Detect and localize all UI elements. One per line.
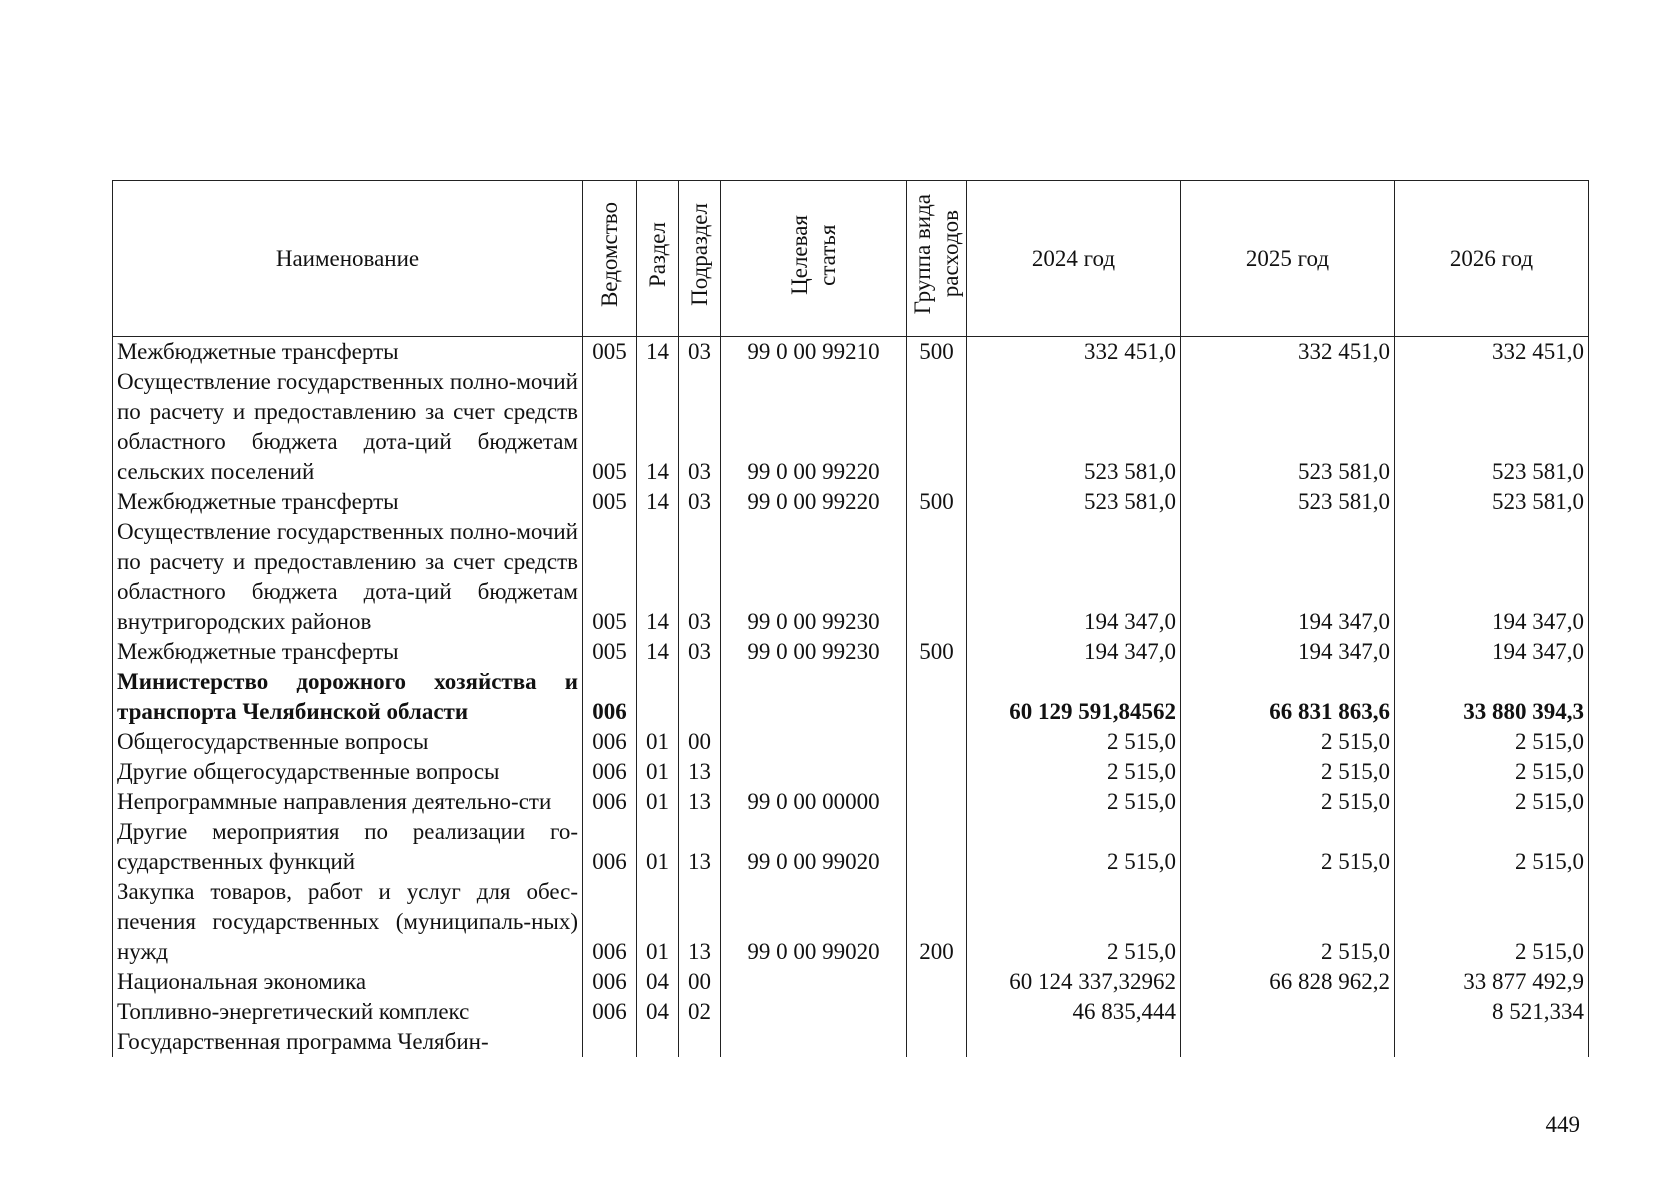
cell-vedomstvo: 005 bbox=[583, 487, 637, 517]
header-2024: 2024 год bbox=[967, 181, 1181, 337]
cell-podrazdel bbox=[679, 667, 721, 727]
cell-name: Другие мероприятия по реализации го-сударственных функций bbox=[113, 817, 583, 877]
cell-razdel: 04 bbox=[637, 967, 679, 997]
cell-gruppa-vida-rashodov bbox=[907, 997, 967, 1027]
cell-2026 bbox=[1395, 1027, 1589, 1057]
cell-gruppa-vida-rashodov: 200 bbox=[907, 877, 967, 967]
cell-2024: 194 347,0 bbox=[967, 637, 1181, 667]
cell-2024: 523 581,0 bbox=[967, 367, 1181, 487]
cell-podrazdel: 13 bbox=[679, 817, 721, 877]
cell-vedomstvo: 006 bbox=[583, 757, 637, 787]
cell-podrazdel: 00 bbox=[679, 967, 721, 997]
cell-razdel: 01 bbox=[637, 757, 679, 787]
table-row bbox=[113, 787, 1589, 817]
cell-name: Закупка товаров, работ и услуг для обес-печения государственных (муниципаль-ных) нужд bbox=[113, 877, 583, 967]
table-row bbox=[113, 727, 1589, 757]
cell-2024: 46 835,444 bbox=[967, 997, 1181, 1027]
page-number: 449 bbox=[1545, 1112, 1580, 1137]
cell-2025: 2 515,0 bbox=[1181, 787, 1395, 817]
cell-razdel: 01 bbox=[637, 787, 679, 817]
table-row bbox=[113, 367, 1589, 487]
cell-2025: 332 451,0 bbox=[1181, 337, 1395, 368]
cell-celevaya-statya bbox=[721, 997, 907, 1027]
table-row bbox=[113, 817, 1589, 877]
header-gruppa-vida-rashodov: Группа вида расходов bbox=[907, 181, 967, 337]
header-vedomstvo: Ведомство bbox=[583, 181, 637, 337]
cell-2025: 66 831 863,6 bbox=[1181, 667, 1395, 727]
cell-vedomstvo: 005 bbox=[583, 637, 637, 667]
cell-celevaya-statya bbox=[721, 727, 907, 757]
cell-razdel: 01 bbox=[637, 877, 679, 967]
table-row bbox=[113, 637, 1589, 667]
cell-2025 bbox=[1181, 1027, 1395, 1057]
cell-name: Национальная экономика bbox=[113, 967, 583, 997]
cell-2024: 60 129 591,84562 bbox=[967, 667, 1181, 727]
cell-2026: 8 521,334 bbox=[1395, 997, 1589, 1027]
cell-name: Осуществление государственных полно-мочий по расчету и предоставлению за счет средств областного бюджета дота-ций бюджетам внутригородских районов bbox=[113, 517, 583, 637]
table-row bbox=[113, 877, 1589, 967]
cell-razdel bbox=[637, 667, 679, 727]
table-row bbox=[113, 517, 1589, 637]
table-row bbox=[113, 487, 1589, 517]
cell-gruppa-vida-rashodov bbox=[907, 967, 967, 997]
cell-2026: 523 581,0 bbox=[1395, 367, 1589, 487]
cell-razdel: 14 bbox=[637, 487, 679, 517]
cell-razdel: 14 bbox=[637, 637, 679, 667]
cell-gruppa-vida-rashodov bbox=[907, 757, 967, 787]
cell-2024: 332 451,0 bbox=[967, 337, 1181, 368]
cell-name: Межбюджетные трансферты bbox=[113, 637, 583, 667]
cell-gruppa-vida-rashodov bbox=[907, 667, 967, 727]
cell-gruppa-vida-rashodov bbox=[907, 517, 967, 637]
cell-gruppa-vida-rashodov bbox=[907, 787, 967, 817]
cell-celevaya-statya bbox=[721, 667, 907, 727]
table-row bbox=[113, 667, 1589, 727]
cell-2026: 33 877 492,9 bbox=[1395, 967, 1589, 997]
cell-2026: 2 515,0 bbox=[1395, 877, 1589, 967]
cell-celevaya-statya: 99 0 00 99020 bbox=[721, 817, 907, 877]
cell-celevaya-statya bbox=[721, 757, 907, 787]
cell-celevaya-statya: 99 0 00 99230 bbox=[721, 517, 907, 637]
header-name: Наименование bbox=[113, 181, 583, 337]
cell-2025: 194 347,0 bbox=[1181, 517, 1395, 637]
cell-celevaya-statya: 99 0 00 99210 bbox=[721, 337, 907, 368]
cell-2025 bbox=[1181, 997, 1395, 1027]
header-razdel: Раздел bbox=[637, 181, 679, 337]
cell-2024: 60 124 337,32962 bbox=[967, 967, 1181, 997]
cell-celevaya-statya: 99 0 00 99020 bbox=[721, 877, 907, 967]
header-celevaya-statya: Целевая статья bbox=[721, 181, 907, 337]
cell-razdel: 14 bbox=[637, 367, 679, 487]
cell-celevaya-statya: 99 0 00 99220 bbox=[721, 487, 907, 517]
cell-celevaya-statya: 99 0 00 00000 bbox=[721, 787, 907, 817]
budget-table bbox=[112, 180, 1589, 1057]
cell-name: Осуществление государственных полно-мочий по расчету и предоставлению за счет средств областного бюджета дота-ций бюджетам сельских поселений bbox=[113, 367, 583, 487]
cell-2026: 523 581,0 bbox=[1395, 487, 1589, 517]
cell-name: Государственная программа Челябин- bbox=[113, 1027, 583, 1057]
cell-razdel: 14 bbox=[637, 337, 679, 368]
cell-2025: 2 515,0 bbox=[1181, 877, 1395, 967]
cell-2025: 523 581,0 bbox=[1181, 367, 1395, 487]
cell-name: Топливно-энергетический комплекс bbox=[113, 997, 583, 1027]
cell-2024: 2 515,0 bbox=[967, 877, 1181, 967]
cell-name: Непрограммные направления деятельно-сти bbox=[113, 787, 583, 817]
cell-razdel bbox=[637, 1027, 679, 1057]
cell-vedomstvo: 006 bbox=[583, 967, 637, 997]
cell-vedomstvo bbox=[583, 1027, 637, 1057]
cell-vedomstvo: 006 bbox=[583, 817, 637, 877]
cell-2026: 194 347,0 bbox=[1395, 637, 1589, 667]
cell-razdel: 01 bbox=[637, 727, 679, 757]
cell-podrazdel: 13 bbox=[679, 787, 721, 817]
cell-razdel: 04 bbox=[637, 997, 679, 1027]
header-podrazdel: Подраздел bbox=[679, 181, 721, 337]
cell-podrazdel: 13 bbox=[679, 757, 721, 787]
table-body bbox=[113, 337, 1589, 1058]
cell-vedomstvo: 006 bbox=[583, 667, 637, 727]
table-header bbox=[113, 181, 1589, 337]
cell-celevaya-statya bbox=[721, 967, 907, 997]
cell-gruppa-vida-rashodov: 500 bbox=[907, 637, 967, 667]
header-2025: 2025 год bbox=[1181, 181, 1395, 337]
cell-vedomstvo: 006 bbox=[583, 997, 637, 1027]
cell-2025: 66 828 962,2 bbox=[1181, 967, 1395, 997]
cell-2024 bbox=[967, 1027, 1181, 1057]
cell-2024: 523 581,0 bbox=[967, 487, 1181, 517]
cell-name: Межбюджетные трансферты bbox=[113, 337, 583, 368]
cell-podrazdel: 00 bbox=[679, 727, 721, 757]
cell-gruppa-vida-rashodov bbox=[907, 367, 967, 487]
cell-podrazdel: 03 bbox=[679, 487, 721, 517]
cell-2025: 194 347,0 bbox=[1181, 637, 1395, 667]
cell-gruppa-vida-rashodov bbox=[907, 727, 967, 757]
cell-2025: 523 581,0 bbox=[1181, 487, 1395, 517]
cell-2026: 33 880 394,3 bbox=[1395, 667, 1589, 727]
cell-vedomstvo: 005 bbox=[583, 337, 637, 368]
cell-gruppa-vida-rashodov bbox=[907, 1027, 967, 1057]
cell-2024: 2 515,0 bbox=[967, 727, 1181, 757]
cell-2026: 194 347,0 bbox=[1395, 517, 1589, 637]
cell-gruppa-vida-rashodov bbox=[907, 817, 967, 877]
cell-2025: 2 515,0 bbox=[1181, 757, 1395, 787]
cell-2026: 2 515,0 bbox=[1395, 787, 1589, 817]
cell-podrazdel: 03 bbox=[679, 517, 721, 637]
cell-2026: 332 451,0 bbox=[1395, 337, 1589, 368]
cell-celevaya-statya: 99 0 00 99220 bbox=[721, 367, 907, 487]
cell-podrazdel: 02 bbox=[679, 997, 721, 1027]
cell-vedomstvo: 005 bbox=[583, 517, 637, 637]
cell-gruppa-vida-rashodov: 500 bbox=[907, 337, 967, 368]
table-row bbox=[113, 997, 1589, 1027]
cell-name: Межбюджетные трансферты bbox=[113, 487, 583, 517]
cell-2025: 2 515,0 bbox=[1181, 727, 1395, 757]
cell-razdel: 14 bbox=[637, 517, 679, 637]
cell-2024: 2 515,0 bbox=[967, 787, 1181, 817]
cell-vedomstvo: 006 bbox=[583, 727, 637, 757]
cell-2026: 2 515,0 bbox=[1395, 727, 1589, 757]
cell-2026: 2 515,0 bbox=[1395, 757, 1589, 787]
cell-podrazdel: 03 bbox=[679, 337, 721, 368]
cell-podrazdel: 13 bbox=[679, 877, 721, 967]
cell-name: Министерство дорожного хозяйства и транспорта Челябинской области bbox=[113, 667, 583, 727]
table-row bbox=[113, 967, 1589, 997]
cell-2025: 2 515,0 bbox=[1181, 817, 1395, 877]
cell-2024: 194 347,0 bbox=[967, 517, 1181, 637]
cell-vedomstvo: 005 bbox=[583, 367, 637, 487]
cell-name: Общегосударственные вопросы bbox=[113, 727, 583, 757]
table-row bbox=[113, 337, 1589, 368]
cell-vedomstvo: 006 bbox=[583, 877, 637, 967]
table-row bbox=[113, 757, 1589, 787]
cell-vedomstvo: 006 bbox=[583, 787, 637, 817]
cell-podrazdel: 03 bbox=[679, 367, 721, 487]
cell-gruppa-vida-rashodov: 500 bbox=[907, 487, 967, 517]
header-2026: 2026 год bbox=[1395, 181, 1589, 337]
cell-podrazdel bbox=[679, 1027, 721, 1057]
cell-2024: 2 515,0 bbox=[967, 757, 1181, 787]
table-row bbox=[113, 1027, 1589, 1057]
cell-celevaya-statya bbox=[721, 1027, 907, 1057]
cell-podrazdel: 03 bbox=[679, 637, 721, 667]
cell-2024: 2 515,0 bbox=[967, 817, 1181, 877]
cell-celevaya-statya: 99 0 00 99230 bbox=[721, 637, 907, 667]
cell-2026: 2 515,0 bbox=[1395, 817, 1589, 877]
cell-razdel: 01 bbox=[637, 817, 679, 877]
cell-name: Другие общегосударственные вопросы bbox=[113, 757, 583, 787]
